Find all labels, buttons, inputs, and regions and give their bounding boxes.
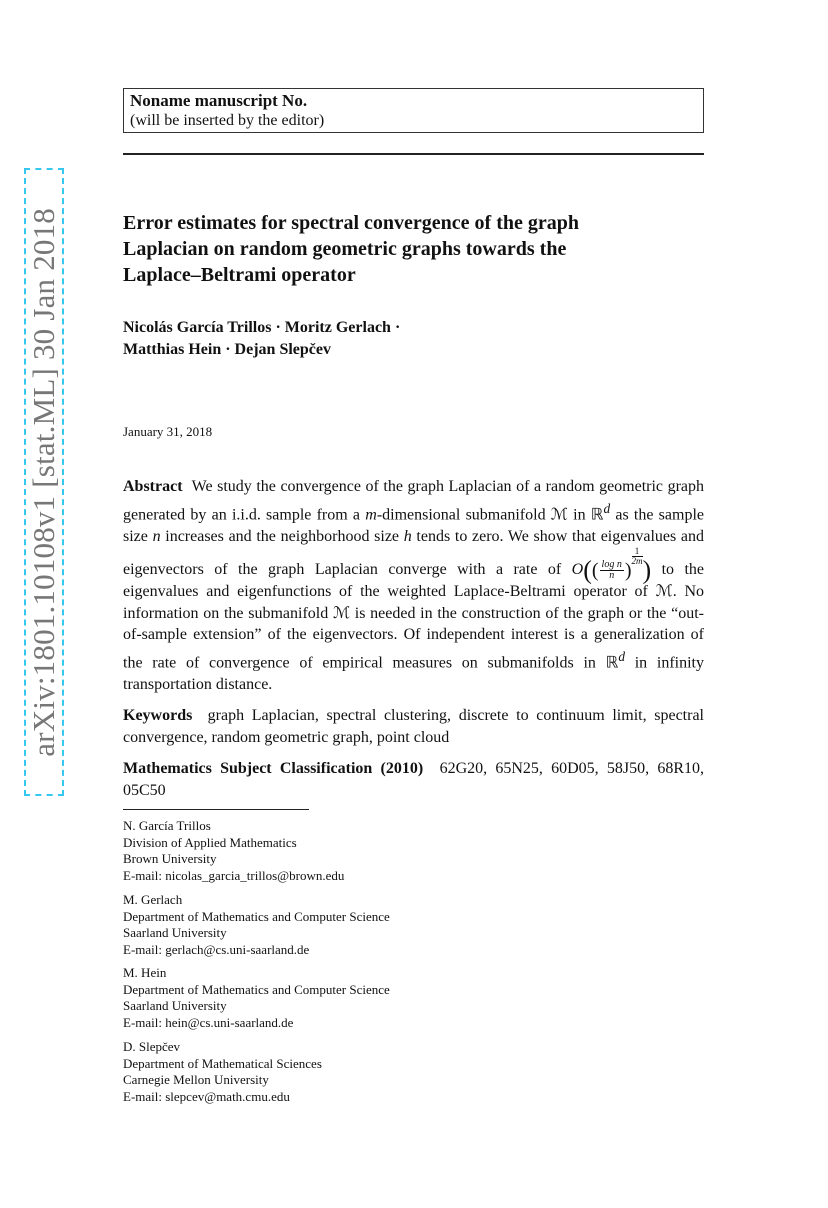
paper-title bbox=[123, 210, 704, 288]
title-line: Error estimates for spectral convergence of the graph bbox=[123, 212, 579, 234]
affiliation-dept: Division of Applied Mathematics bbox=[123, 834, 297, 850]
abstract bbox=[123, 476, 704, 695]
affiliation-name: M. Gerlach bbox=[123, 892, 183, 907]
keywords-label: Keywords bbox=[123, 707, 193, 724]
arxiv-id: arXiv:1801.10108v1 [stat.ML] 30 Jan 2018 bbox=[26, 207, 61, 757]
abstract-label: Abstract bbox=[123, 478, 183, 495]
msc-codes: 62G20, 65N25, 60D05, 58J50, 68R10, 05C50 bbox=[123, 760, 705, 799]
manuscript-note: (will be inserted by the editor) bbox=[130, 112, 325, 129]
affiliation-dept: Department of Mathematics and Computer Science bbox=[123, 981, 390, 997]
title-line: Laplacian on random geometric graphs towards the bbox=[123, 238, 567, 260]
affiliation-name: M. Hein bbox=[123, 965, 167, 980]
manuscript-number: Noname manuscript No. bbox=[130, 91, 308, 110]
math-symbol: O bbox=[571, 561, 584, 579]
math-symbol: n bbox=[152, 527, 161, 545]
math-symbol: ℳ bbox=[655, 582, 673, 600]
author-list bbox=[123, 317, 704, 361]
affiliation-email: E-mail: slepcev@math.cmu.edu bbox=[123, 1088, 290, 1104]
affiliation-institution: Saarland University bbox=[123, 925, 227, 940]
affiliation-email: E-mail: hein@cs.uni-saarland.de bbox=[123, 1014, 294, 1030]
affiliation-dept: Department of Mathematical Sciences bbox=[123, 1055, 322, 1071]
rate-formula: O(( $\frac{\text{log n}}{n}$ ) $\frac{1}{2m}$) bbox=[571, 546, 652, 585]
affiliation-name: N. García Trillos bbox=[123, 818, 211, 833]
affiliation-institution: Carnegie Mellon University bbox=[123, 1072, 269, 1087]
keywords-text: graph Laplacian, spectral clustering, discrete to continuum limit, spectral convergence, random geometric graph, point cloud bbox=[123, 707, 704, 746]
affiliation-hein bbox=[123, 965, 704, 1031]
abstract-text: as the sample size bbox=[123, 505, 704, 545]
author-line: Nicolás García Trillos · Moritz Gerlach · bbox=[123, 319, 401, 336]
abstract-text: increases and the neighborhood size bbox=[160, 527, 404, 545]
header-rule bbox=[123, 153, 704, 155]
affiliation-institution: Saarland University bbox=[123, 998, 227, 1013]
math-symbol: h bbox=[403, 527, 412, 545]
affiliation-institution: Brown University bbox=[123, 851, 217, 866]
author-line: Matthias Hein · Dejan Slepčev bbox=[123, 341, 331, 358]
abstract-text: We study the convergence of the graph Laplacian of a random geometric graph generated by an i.i.d. sample from a bbox=[123, 478, 705, 523]
abstract-text: tends to zero. We show that eigenvalues and eigenvectors of the graph Laplacian converge with a rate of bbox=[123, 527, 704, 579]
abstract-text: in ℝ bbox=[567, 505, 604, 523]
math-symbol: d bbox=[618, 648, 625, 664]
msc-label: Mathematics Subject Classification (2010) bbox=[123, 760, 424, 777]
abstract-text: -dimensional submanifold bbox=[376, 505, 551, 523]
math-symbol: ℳ bbox=[550, 505, 568, 523]
msc-classification bbox=[123, 758, 704, 801]
arxiv-stamp bbox=[24, 168, 64, 796]
rate-exponent: $\frac{1}{2m}$ bbox=[631, 546, 643, 567]
rate-fraction: $\frac{\text{log n}}{n}$ bbox=[601, 558, 622, 581]
affiliation-email: E-mail: nicolas_garcia_trillos@brown.edu bbox=[123, 867, 345, 883]
manuscript-box bbox=[123, 88, 704, 133]
affiliation-gerlach bbox=[123, 892, 704, 958]
paper-date: January 31, 2018 bbox=[123, 424, 213, 439]
affiliation-email: E-mail: gerlach@cs.uni-saarland.de bbox=[123, 941, 310, 957]
math-symbol: m bbox=[365, 505, 377, 523]
title-line: Laplace–Beltrami operator bbox=[123, 264, 356, 286]
math-symbol: ℳ bbox=[332, 604, 351, 622]
affiliation-name: D. Slepčev bbox=[123, 1039, 181, 1054]
abstract-text: in infinity transportation distance. bbox=[123, 654, 704, 693]
affiliation-garcia-trillos bbox=[123, 818, 704, 884]
keywords bbox=[123, 705, 704, 748]
abstract-text: to the eigenvalues and eigenfunctions of the weighted Laplace-Beltrami operator of bbox=[123, 561, 705, 600]
footnote-rule bbox=[123, 809, 309, 810]
abstract-text: . No information on the submanifold bbox=[123, 582, 704, 622]
affiliation-slepcev bbox=[123, 1039, 704, 1105]
abstract-text: is needed in the construction of the graph or the “out-of-sample extension” of the eigenvectors. Of independent interest is a generalization of the rate of convergence of empirical measures on submanifolds in ℝ bbox=[123, 604, 705, 672]
math-symbol: d bbox=[603, 500, 611, 516]
affiliation-dept: Department of Mathematics and Computer Science bbox=[123, 908, 390, 924]
